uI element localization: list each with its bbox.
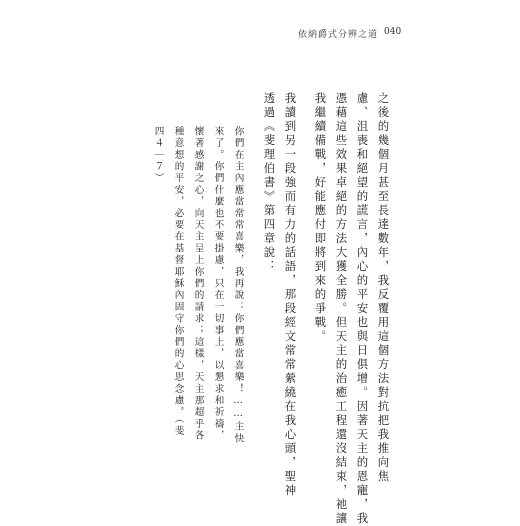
quote-line-4: 種意想的平安，必要在基督耶穌內固守你們的心思念慮。（斐 <box>172 126 184 438</box>
quote-line-3: 懷著感謝之心，向天主呈上你們的請求；這樣，天主那超乎各 <box>192 126 204 442</box>
paragraph-1-line-2: 慮、沮喪和絕望的謊言，內心的平安也與日俱增。因著天主的恩寵，我 <box>355 92 370 526</box>
paragraph-2-line-1: 我讀到另一段強而有力的話語，那段經文常常縈繞在我心頭，聖神 <box>283 92 298 498</box>
paragraph-2-line-2: 透過《斐理伯書》第四章說： <box>262 92 277 274</box>
running-header-title: 依納爵式分辨之道 <box>298 30 379 40</box>
page-number: 040 <box>384 27 402 37</box>
paragraph-1-line-3: 憑藉這些效果卓絕的方法大獲全勝。但天主的治癒工程還沒結束，祂讓 <box>334 92 349 526</box>
quote-line-2: 來了。你們什麼也不要掛慮，只在一切事上，以懇求和祈禱， <box>212 126 224 442</box>
quote-line-5: 四４｜７） <box>152 126 164 185</box>
paragraph-1-line-1: 之後的幾個月甚至長達數年，我反覆用這個方法對抗把我推向焦 <box>376 92 391 484</box>
paragraph-1-line-4: 我繼續備戰，好能應付即將到來的爭戰。 <box>313 92 328 344</box>
quote-line-1: 你們在主內應當常常喜樂，我再說：你們應當喜樂！……主快 <box>232 126 244 445</box>
